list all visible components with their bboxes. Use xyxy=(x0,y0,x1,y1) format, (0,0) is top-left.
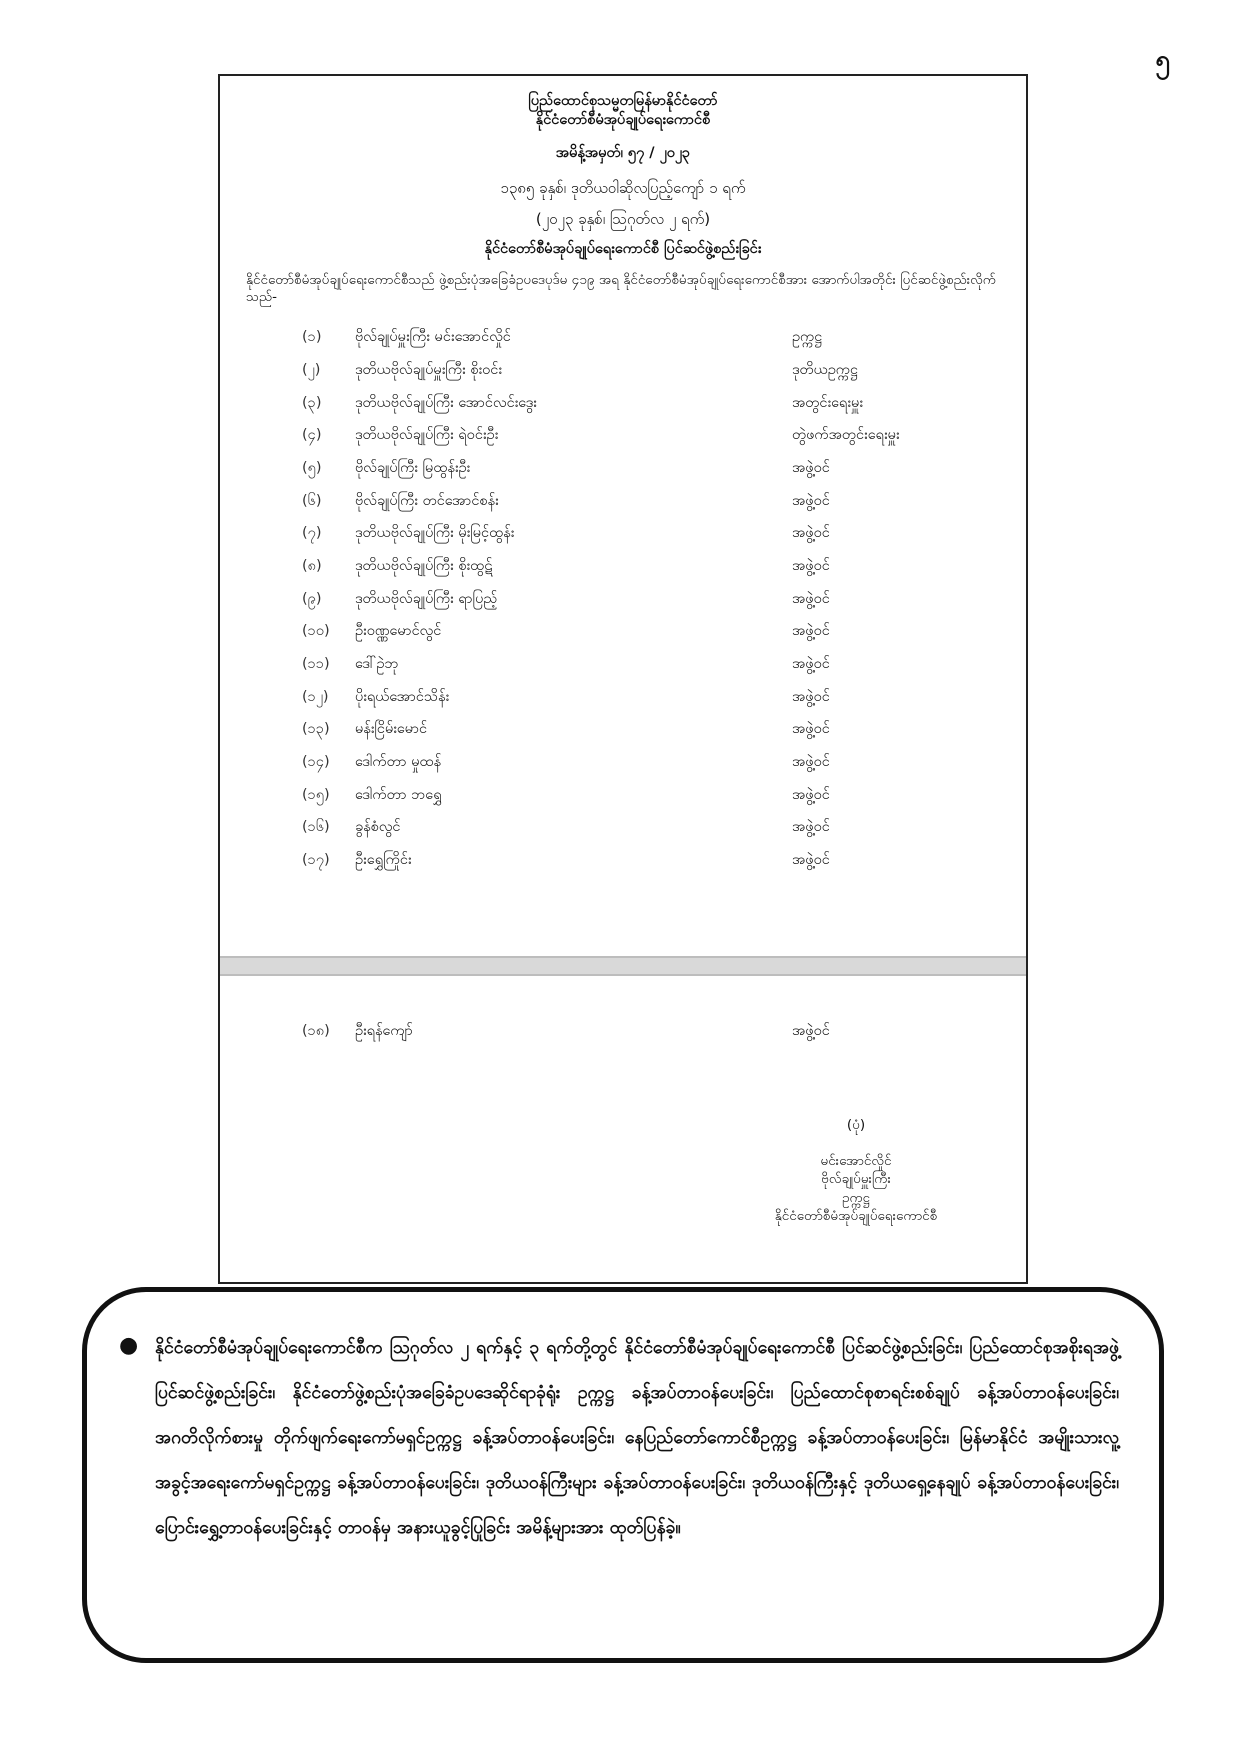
member-number: (၁၁) xyxy=(302,656,330,672)
member-position: အဖွဲ့ဝင် xyxy=(792,656,830,672)
member-name: ဒုတိယဗိုလ်ချုပ်ကြီး စိုးထွဋ် xyxy=(355,557,493,574)
bullet-icon: ● xyxy=(119,1333,139,1358)
member-number: (၉) xyxy=(302,590,322,607)
member-name: မန်းငြိမ်းမောင် xyxy=(355,721,428,738)
member-number: (၁၇) xyxy=(302,852,330,869)
member-row xyxy=(220,357,1026,390)
member-row xyxy=(220,390,1026,423)
member-row xyxy=(220,1018,1026,1051)
member-row xyxy=(220,716,1026,749)
member-position: အဖွဲ့ဝင် xyxy=(792,557,830,574)
document-header xyxy=(220,76,1026,258)
page-break xyxy=(220,956,1026,976)
summary-box xyxy=(82,1287,1164,1663)
member-name: ခွန်စံလွင် xyxy=(355,819,401,836)
member-name: ဒုတိယဗိုလ်ချုပ်ကြီး အောင်လင်းဒွေး xyxy=(355,394,537,411)
member-row xyxy=(220,651,1026,684)
member-number: (၈) xyxy=(302,557,322,574)
member-row xyxy=(220,782,1026,815)
member-position: အဖွဲ့ဝင် xyxy=(792,492,830,509)
member-name: ဒေါ်ဥဲဘု xyxy=(355,656,399,672)
member-number: (၁၂) xyxy=(302,688,329,705)
member-position: အဖွဲ့ဝင် xyxy=(792,819,830,836)
member-number: (၁၈) xyxy=(302,1023,330,1039)
member-position: အဖွဲ့ဝင် xyxy=(792,754,830,771)
signature-block xyxy=(716,1116,996,1225)
member-name: ဗိုလ်ချုပ်မှူးကြီး မင်းအောင်လှိုင် xyxy=(355,329,511,346)
member-row xyxy=(220,586,1026,619)
member-number: (၂) xyxy=(302,361,321,378)
summary-text: နိုင်ငံတော်စီမံအုပ်ချုပ်ရေးကောင်စီက ဩဂုတ်လ ၂ ရက်နှင့် ၃ ရက်တို့တွင် နိုင်ငံတော်စီမံအုပ်ချုပ်ရေးကောင်စီ ပြင်ဆင်ဖွဲ့စည်းခြင်း၊ ပြည်ထောင်စုအစိုးရအဖွဲ့ ပြင်ဆင်ဖွဲ့စည်းခြင်း၊ နိုင်ငံတော်ဖွဲ့စည်းပုံအခြေခံဥပဒေဆိုင်ရာခုံရုံး ဥက္ကဋ္ဌ ခန့်အပ်တာဝန်ပေးခြင်း၊ ပြည်ထောင်စုစာရင်းစစ်ချုပ် ခန့်အပ်တာဝန်ပေးခြင်း၊ အဂတိလိုက်စားမှု တိုက်ဖျက်ရေးကော်မရှင်ဥက္ကဋ္ဌ ခန့်အပ်တာဝန်ပေးခြင်း၊ နေပြည်တော်ကောင်စီဥက္ကဋ္ဌ ခန့်အပ်တာဝန်ပေးခြင်း၊ မြန်မာနိုင်ငံ အမျိုးသားလူ့အခွင့်အရေးကော်မရှင်ဥက္ကဋ္ဌ ခန့်အပ်တာဝန်ပေးခြင်း၊ ဒုတိယဝန်ကြီးများ ခန့်အပ်တာဝန်ပေးခြင်း၊ ဒုတိယဝန်ကြီးနှင့် ဒုတိယရှေ့နေချုပ် ခန့်အပ်တာဝန်ပေးခြင်း၊ ပြောင်းရွှေ့တာဝန်ပေးခြင်းနှင့် တာဝန်မှ အနားယူခွင့်ပြုခြင်း အမိန့်များအား ထုတ်ပြန်ခဲ့။ xyxy=(155,1338,1119,1538)
member-name: ဒုတိယဗိုလ်ချုပ်ကြီး မိုးမြင့်ထွန်း xyxy=(355,525,515,542)
header-date-international: (၂၀၂၃ ခုနှစ်၊ ဩဂုတ်လ ၂ ရက်) xyxy=(535,210,711,229)
member-position: တွဲဖက်အတွင်းရေးမှူး xyxy=(792,427,900,444)
member-name: ဦးဝဏ္ဏမောင်လွင် xyxy=(355,623,442,640)
member-number: (၁) xyxy=(302,329,322,346)
member-number: (၇) xyxy=(302,525,322,542)
summary-item xyxy=(119,1326,1119,1551)
header-subject: နိုင်ငံတော်စီမံအုပ်ချုပ်ရေးကောင်စီ ပြင်ဆင်ဖွဲ့စည်းခြင်း xyxy=(484,240,762,257)
member-name: ဗိုလ်ချုပ်ကြီး မြထွန်းဦး xyxy=(355,459,471,476)
member-row xyxy=(220,488,1026,521)
member-row xyxy=(220,749,1026,782)
member-position: အဖွဲ့ဝင် xyxy=(792,590,830,607)
member-position: အဖွဲ့ဝင် xyxy=(792,459,830,476)
page-number: ၅ xyxy=(1155,45,1170,75)
member-number: (၁၄) xyxy=(302,754,330,771)
member-list xyxy=(220,324,1026,880)
signatory-name: မင်းအောင်လှိုင် xyxy=(820,1153,892,1170)
member-number: (၁၅) xyxy=(302,786,330,803)
member-position: ဥက္ကဋ္ဌ xyxy=(792,329,823,346)
member-name: ဒုတိယဗိုလ်ချုပ်ကြီး ရာပြည့် xyxy=(355,590,498,607)
order-document xyxy=(218,74,1028,1284)
member-name: ဗိုလ်ချုပ်ကြီး တင်အောင်စန်း xyxy=(355,492,499,509)
member-number: (၆) xyxy=(302,492,322,509)
member-position: အဖွဲ့ဝင် xyxy=(792,786,830,803)
member-name: ဒုတိယဗိုလ်ချုပ်ကြီး ရဲဝင်းဦး xyxy=(355,427,499,444)
member-number: (၁၆) xyxy=(302,819,330,836)
signature-mark: (ပုံ) xyxy=(846,1117,866,1133)
header-date-myanmar: ၁၃၈၅ ခုနှစ်၊ ဒုတိယဝါဆိုလပြည့်ကျော် ၁ ရက် xyxy=(500,178,746,197)
header-council: နိုင်ငံတော်စီမံအုပ်ချုပ်ရေးကောင်စီ xyxy=(535,111,711,128)
member-row xyxy=(220,455,1026,488)
member-number: (၃) xyxy=(302,394,322,411)
member-position: အဖွဲ့ဝင် xyxy=(792,623,830,640)
member-name: ဒေါက်တာ ဘ‌ရွှေ xyxy=(355,786,442,803)
member-number: (၁၀) xyxy=(302,623,330,640)
member-row xyxy=(220,553,1026,586)
intro-paragraph: နိုင်ငံတော်စီမံအုပ်ချုပ်ရေးကောင်စီသည် ဖွဲ့စည်းပုံအခြေခံဥပဒေပုဒ်မ ၄၁၉ အရ နိုင်ငံတော်စီမံအုပ်ချုပ်ရေးကောင်စီအား အောက်ပါအတိုင်း ပြင်ဆင်ဖွဲ့စည်းလိုက်သည်- xyxy=(246,272,996,306)
signatory-title: ဥက္ကဋ္ဌ xyxy=(841,1189,871,1206)
member-position: အဖွဲ့ဝင် xyxy=(792,852,830,869)
member-row xyxy=(220,684,1026,717)
member-name: ဦးရန်ကျော် xyxy=(355,1023,413,1039)
member-row xyxy=(220,814,1026,847)
member-name: ဒုတိယဗိုလ်ချုပ်မှူးကြီး စိုးဝင်း xyxy=(355,361,503,378)
header-country: ပြည်ထောင်စုသမ္မတမြန်မာနိုင်ငံတော် xyxy=(528,93,718,109)
member-row xyxy=(220,520,1026,553)
member-row xyxy=(220,847,1026,880)
member-name: ဦးရွှေကြိုင်း xyxy=(355,852,412,869)
member-position: အဖွဲ့ဝင် xyxy=(792,1023,830,1039)
member-position: အဖွဲ့ဝင် xyxy=(792,525,830,542)
member-row xyxy=(220,422,1026,455)
member-row xyxy=(220,324,1026,357)
member-position: ဒုတိယဥက္ကဋ္ဌ xyxy=(792,361,858,378)
member-number: (၁၃) xyxy=(302,721,330,738)
signatory-rank: ဗိုလ်ချုပ်မှူးကြီး xyxy=(821,1171,891,1188)
member-number: (၄) xyxy=(302,427,322,444)
member-position: အတွင်းရေးမှူး xyxy=(792,394,863,411)
member-number: (၅) xyxy=(302,459,322,476)
member-row xyxy=(220,618,1026,651)
member-position: အဖွဲ့ဝင် xyxy=(792,688,830,705)
member-name: ပိုးရယ်အောင်သိန်း xyxy=(355,688,450,705)
signatory-council: နိုင်ငံတော်စီမံအုပ်ချုပ်ရေးကောင်စီ xyxy=(774,1207,938,1224)
member-position: အဖွဲ့ဝင် xyxy=(792,721,830,738)
header-order-number: အမိန့်အမှတ်၊ ၅၇ / ၂၀၂၃ xyxy=(555,144,691,161)
member-name: ဒေါက်တာ မှုထန် xyxy=(355,754,442,771)
